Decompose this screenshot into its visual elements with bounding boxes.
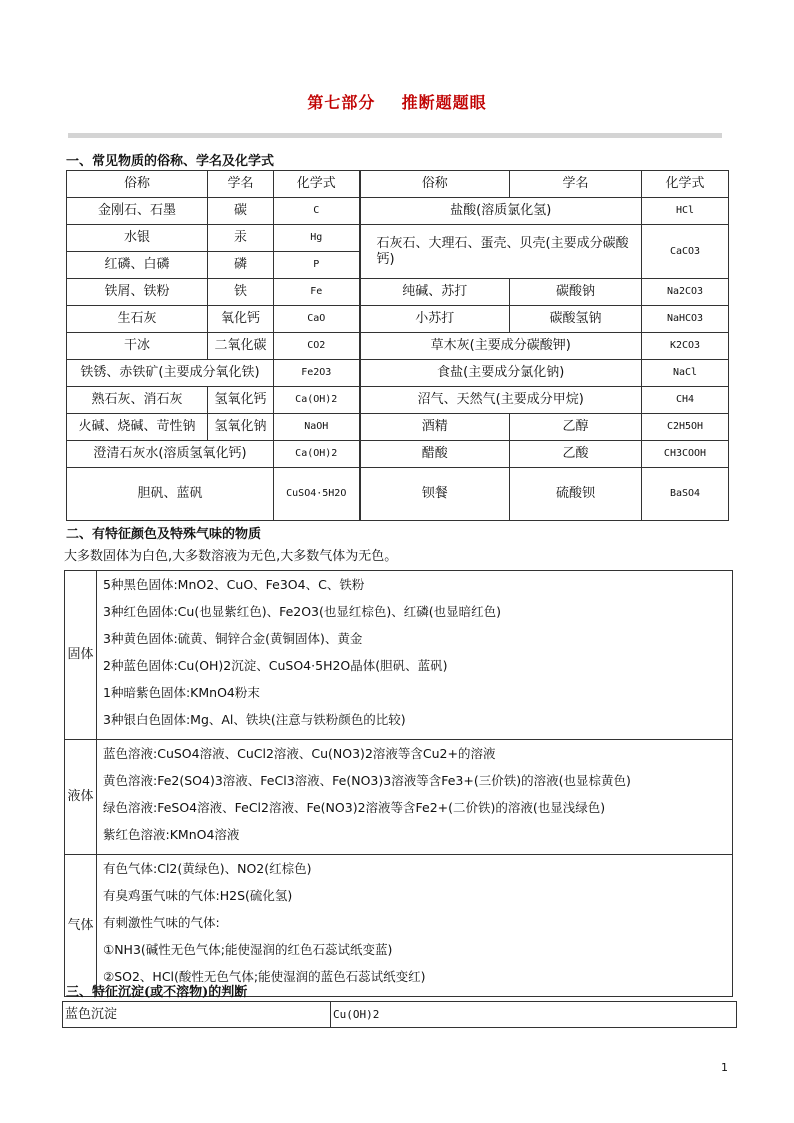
formula: HCl bbox=[642, 198, 729, 225]
scientific-name: 氧化钙 bbox=[208, 306, 274, 333]
formula: P bbox=[274, 252, 360, 279]
list-item: ①NH3(碱性无色气体;能使湿润的红色石蕊试纸变蓝) bbox=[103, 942, 393, 957]
table-row bbox=[67, 333, 729, 360]
formula: CuSO4·5H2O bbox=[274, 468, 360, 521]
formula: Hg bbox=[274, 225, 360, 252]
list-item: 绿色溶液:FeSO4溶液、FeCl2溶液、Fe(NO3)2溶液等含Fe2+(二价铁)的溶液(也显浅绿色) bbox=[103, 800, 606, 815]
formula: CaO bbox=[274, 306, 360, 333]
lines-cell bbox=[97, 740, 733, 855]
common-name: 生石灰 bbox=[67, 306, 208, 333]
common-name: 澄清石灰水(溶质氢氧化钙) bbox=[67, 441, 274, 468]
list-item: 2种蓝色固体:Cu(OH)2沉淀、CuSO4·5H2O晶体(胆矾、蓝矾) bbox=[103, 658, 448, 673]
precipitate-formula: Cu(OH)2 bbox=[331, 1002, 737, 1028]
common-name: 熟石灰、消石灰 bbox=[67, 387, 208, 414]
common-name: 盐酸(溶质氯化氢) bbox=[360, 198, 642, 225]
table-row bbox=[67, 387, 729, 414]
table-row bbox=[67, 198, 729, 225]
table-row bbox=[67, 414, 729, 441]
formula: BaSO4 bbox=[642, 468, 729, 521]
table-row bbox=[65, 740, 733, 855]
formula: NaCl bbox=[642, 360, 729, 387]
header-rule bbox=[68, 133, 722, 138]
table-row bbox=[67, 468, 729, 521]
header-scientific-name: 学名 bbox=[208, 171, 274, 198]
formula: C bbox=[274, 198, 360, 225]
common-name: 铁锈、赤铁矿(主要成分氧化铁) bbox=[67, 360, 274, 387]
common-name: 纯碱、苏打 bbox=[360, 279, 510, 306]
title-part: 第七部分 bbox=[307, 93, 376, 112]
common-name: 金刚石、石墨 bbox=[67, 198, 208, 225]
scientific-name: 铁 bbox=[208, 279, 274, 306]
common-name: 石灰石、大理石、蛋壳、贝壳(主要成分碳酸钙) bbox=[360, 225, 642, 279]
title-topic: 推断题题眼 bbox=[401, 93, 487, 112]
header-common-name: 俗称 bbox=[67, 171, 208, 198]
common-name: 干冰 bbox=[67, 333, 208, 360]
common-name: 水银 bbox=[67, 225, 208, 252]
formula: Fe2O3 bbox=[274, 360, 360, 387]
common-name: 草木灰(主要成分碳酸钾) bbox=[360, 333, 642, 360]
scientific-name: 碳酸钠 bbox=[510, 279, 642, 306]
formula: CH3COOH bbox=[642, 441, 729, 468]
scientific-name: 碳酸氢钠 bbox=[510, 306, 642, 333]
list-item: 1种暗紫色固体:KMnO4粉末 bbox=[103, 685, 260, 700]
list-item: 3种银白色固体:Mg、Al、铁块(注意与铁粉颜色的比较) bbox=[103, 712, 406, 727]
list-item: 有色气体:Cl2(黄绿色)、NO2(红棕色) bbox=[103, 861, 312, 876]
formula: CO2 bbox=[274, 333, 360, 360]
scientific-name: 乙醇 bbox=[510, 414, 642, 441]
table-row bbox=[67, 279, 729, 306]
color-smell-table bbox=[64, 570, 733, 997]
list-item: 有刺激性气味的气体: bbox=[103, 915, 220, 930]
common-name: 小苏打 bbox=[360, 306, 510, 333]
formula: CH4 bbox=[642, 387, 729, 414]
scientific-name: 汞 bbox=[208, 225, 274, 252]
page-title bbox=[0, 90, 794, 113]
section2-heading: 二、有特征颜色及特殊气味的物质 bbox=[66, 527, 262, 542]
formula: NaOH bbox=[274, 414, 360, 441]
table-row bbox=[67, 306, 729, 333]
list-item: 有臭鸡蛋气味的气体:H2S(硫化氢) bbox=[103, 888, 293, 903]
common-name: 食盐(主要成分氯化钠) bbox=[360, 360, 642, 387]
common-name: 酒精 bbox=[360, 414, 510, 441]
list-item: 3种黄色固体:硫黄、铜锌合金(黄铜固体)、黄金 bbox=[103, 631, 363, 646]
header-formula: 化学式 bbox=[274, 171, 360, 198]
lines-cell bbox=[97, 571, 733, 740]
precipitate-table bbox=[62, 1001, 737, 1028]
table-header-row bbox=[67, 171, 729, 198]
formula: Fe bbox=[274, 279, 360, 306]
table-row bbox=[63, 1002, 737, 1028]
section2-note: 大多数固体为白色,大多数溶液为无色,大多数气体为无色。 bbox=[64, 549, 398, 564]
common-name: 沼气、天然气(主要成分甲烷) bbox=[360, 387, 642, 414]
scientific-name: 碳 bbox=[208, 198, 274, 225]
formula: Na2CO3 bbox=[642, 279, 729, 306]
table-row bbox=[67, 441, 729, 468]
common-name: 红磷、白磷 bbox=[67, 252, 208, 279]
table-row bbox=[65, 855, 733, 997]
list-item: 蓝色溶液:CuSO4溶液、CuCl2溶液、Cu(NO3)2溶液等含Cu2+的溶液 bbox=[103, 746, 496, 761]
common-name: 醋酸 bbox=[360, 441, 510, 468]
page-number: 1 bbox=[721, 1061, 728, 1074]
list-item: 紫红色溶液:KMnO4溶液 bbox=[103, 827, 240, 842]
scientific-name: 氢氧化钠 bbox=[208, 414, 274, 441]
header-scientific-name: 学名 bbox=[510, 171, 642, 198]
category-cell: 固体 bbox=[65, 571, 97, 740]
formula: C2H5OH bbox=[642, 414, 729, 441]
formula: CaCO3 bbox=[642, 225, 729, 279]
scientific-name: 氢氧化钙 bbox=[208, 387, 274, 414]
common-name: 火碱、烧碱、苛性钠 bbox=[67, 414, 208, 441]
section3-heading: 三、特征沉淀(或不溶物)的判断 bbox=[66, 985, 248, 1000]
table-row bbox=[67, 225, 729, 252]
common-name: 铁屑、铁粉 bbox=[67, 279, 208, 306]
table-row bbox=[65, 571, 733, 740]
list-item: 3种红色固体:Cu(也显紫红色)、Fe2O3(也显红棕色)、红磷(也显暗红色) bbox=[103, 604, 502, 619]
formula: Ca(OH)2 bbox=[274, 441, 360, 468]
category-cell: 气体 bbox=[65, 855, 97, 997]
section1-heading: 一、常见物质的俗称、学名及化学式 bbox=[66, 154, 275, 169]
scientific-name: 磷 bbox=[208, 252, 274, 279]
scientific-name: 硫酸钡 bbox=[510, 468, 642, 521]
category-cell: 液体 bbox=[65, 740, 97, 855]
scientific-name: 二氧化碳 bbox=[208, 333, 274, 360]
table-row bbox=[67, 360, 729, 387]
scientific-name: 乙酸 bbox=[510, 441, 642, 468]
common-name: 钡餐 bbox=[360, 468, 510, 521]
formula: K2CO3 bbox=[642, 333, 729, 360]
header-formula: 化学式 bbox=[642, 171, 729, 198]
common-name: 胆矾、蓝矾 bbox=[67, 468, 274, 521]
formula: Ca(OH)2 bbox=[274, 387, 360, 414]
names-formula-table bbox=[66, 170, 729, 521]
list-item: 黄色溶液:Fe2(SO4)3溶液、FeCl3溶液、Fe(NO3)3溶液等含Fe3+(三价铁)的溶液(也显棕黄色) bbox=[103, 773, 631, 788]
formula: NaHCO3 bbox=[642, 306, 729, 333]
lines-cell bbox=[97, 855, 733, 997]
list-item: ②SO2、HCl(酸性无色气体;能使湿润的蓝色石蕊试纸变红) bbox=[103, 969, 426, 984]
list-item: 5种黑色固体:MnO2、CuO、Fe3O4、C、铁粉 bbox=[103, 577, 365, 592]
header-common-name: 俗称 bbox=[360, 171, 510, 198]
precipitate-name: 蓝色沉淀 bbox=[63, 1002, 331, 1028]
